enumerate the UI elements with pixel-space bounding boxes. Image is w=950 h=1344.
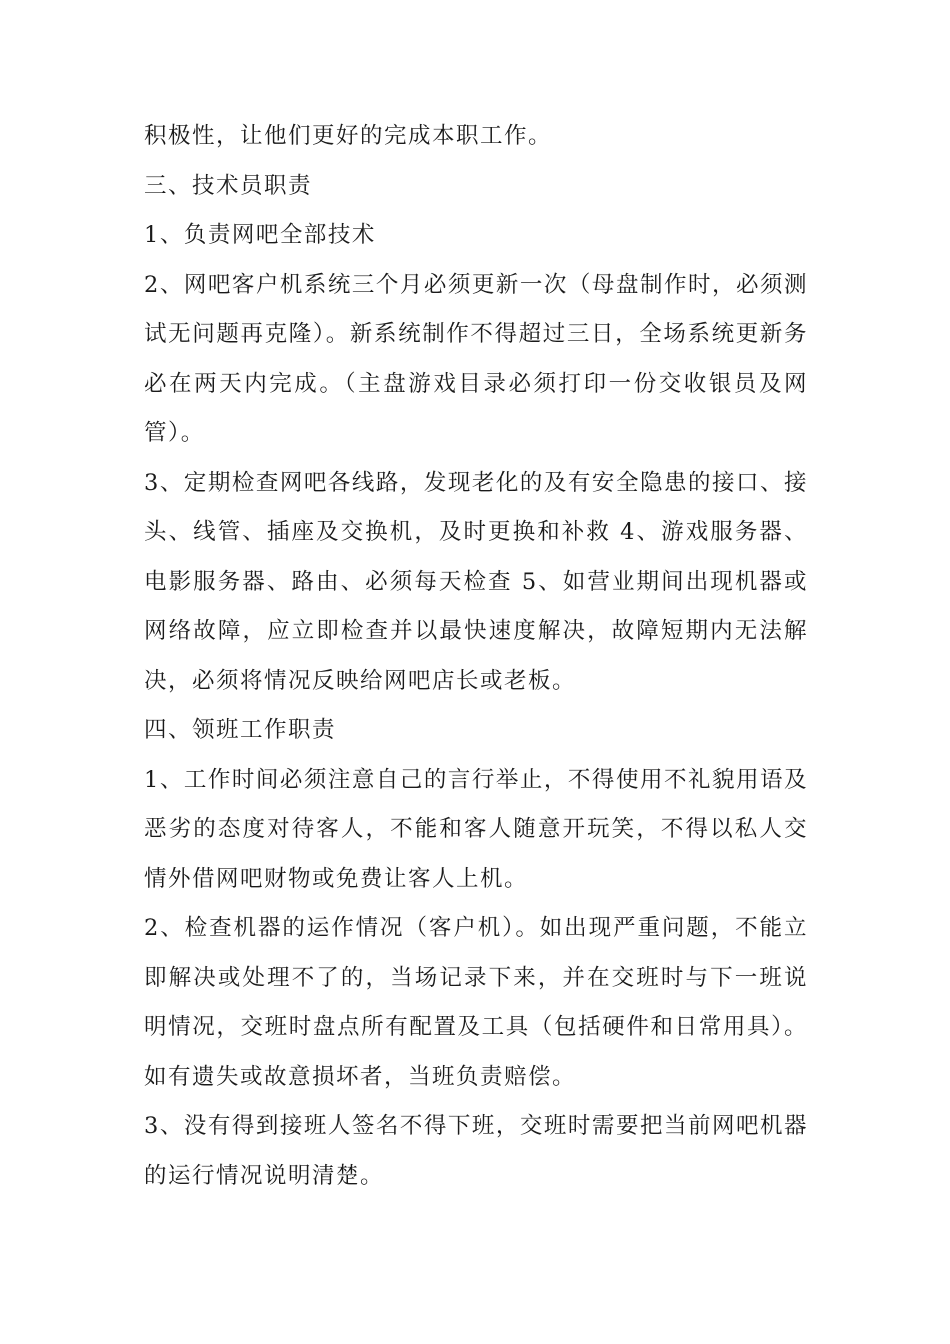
- paragraph-tech-item-3: 3、定期检查网吧各线路，发现老化的及有安全隐患的接口、接头、线管、插座及交换机，及时更换和补救 4、游戏服务器、电影服务器、路由、必须每天检查 5、如营业期间出现机器或网络故障，应立即检查并以最快速度解决，故障短期内无法解决，必须将情况反映给网吧店长或老板。: [144, 469, 808, 694]
- paragraph-leader-item-1: 1、工作时间必须注意自己的言行举止，不得使用不礼貌用语及恶劣的态度对待客人，不能和客人随意开玩笑，不得以私人交情外借网吧财物或免费让客人上机。: [144, 766, 808, 892]
- paragraph-tech-item-1: 1、负责网吧全部技术: [144, 222, 376, 248]
- section-heading-shift-leader: 四、领班工作职责: [144, 717, 337, 743]
- paragraph-continuation: 积极性，让他们更好的完成本职工作。: [144, 123, 553, 149]
- section-heading-technician: 三、技术员职责: [144, 172, 313, 199]
- document-body: [144, 112, 808, 1201]
- paragraph-leader-item-3: 3、没有得到接班人签名不得下班，交班时需要把当前网吧机器的运行情况说明清楚。: [144, 1113, 808, 1189]
- paragraph-leader-item-2: 2、检查机器的运作情况（客户机）。如出现严重问题，不能立即解决或处理不了的，当场记录下来，并在交班时与下一班说明情况，交班时盘点所有配置及工具（包括硬件和日常用具）。如有遗失或故意损坏者，当班负责赔偿。: [144, 915, 808, 1090]
- paragraph-tech-item-2: 2、网吧客户机系统三个月必须更新一次（母盘制作时，必须测试无问题再克隆）。新系统制作不得超过三日，全场系统更新务必在两天内完成。（主盘游戏目录必须打印一份交收银员及网管）。: [144, 271, 808, 446]
